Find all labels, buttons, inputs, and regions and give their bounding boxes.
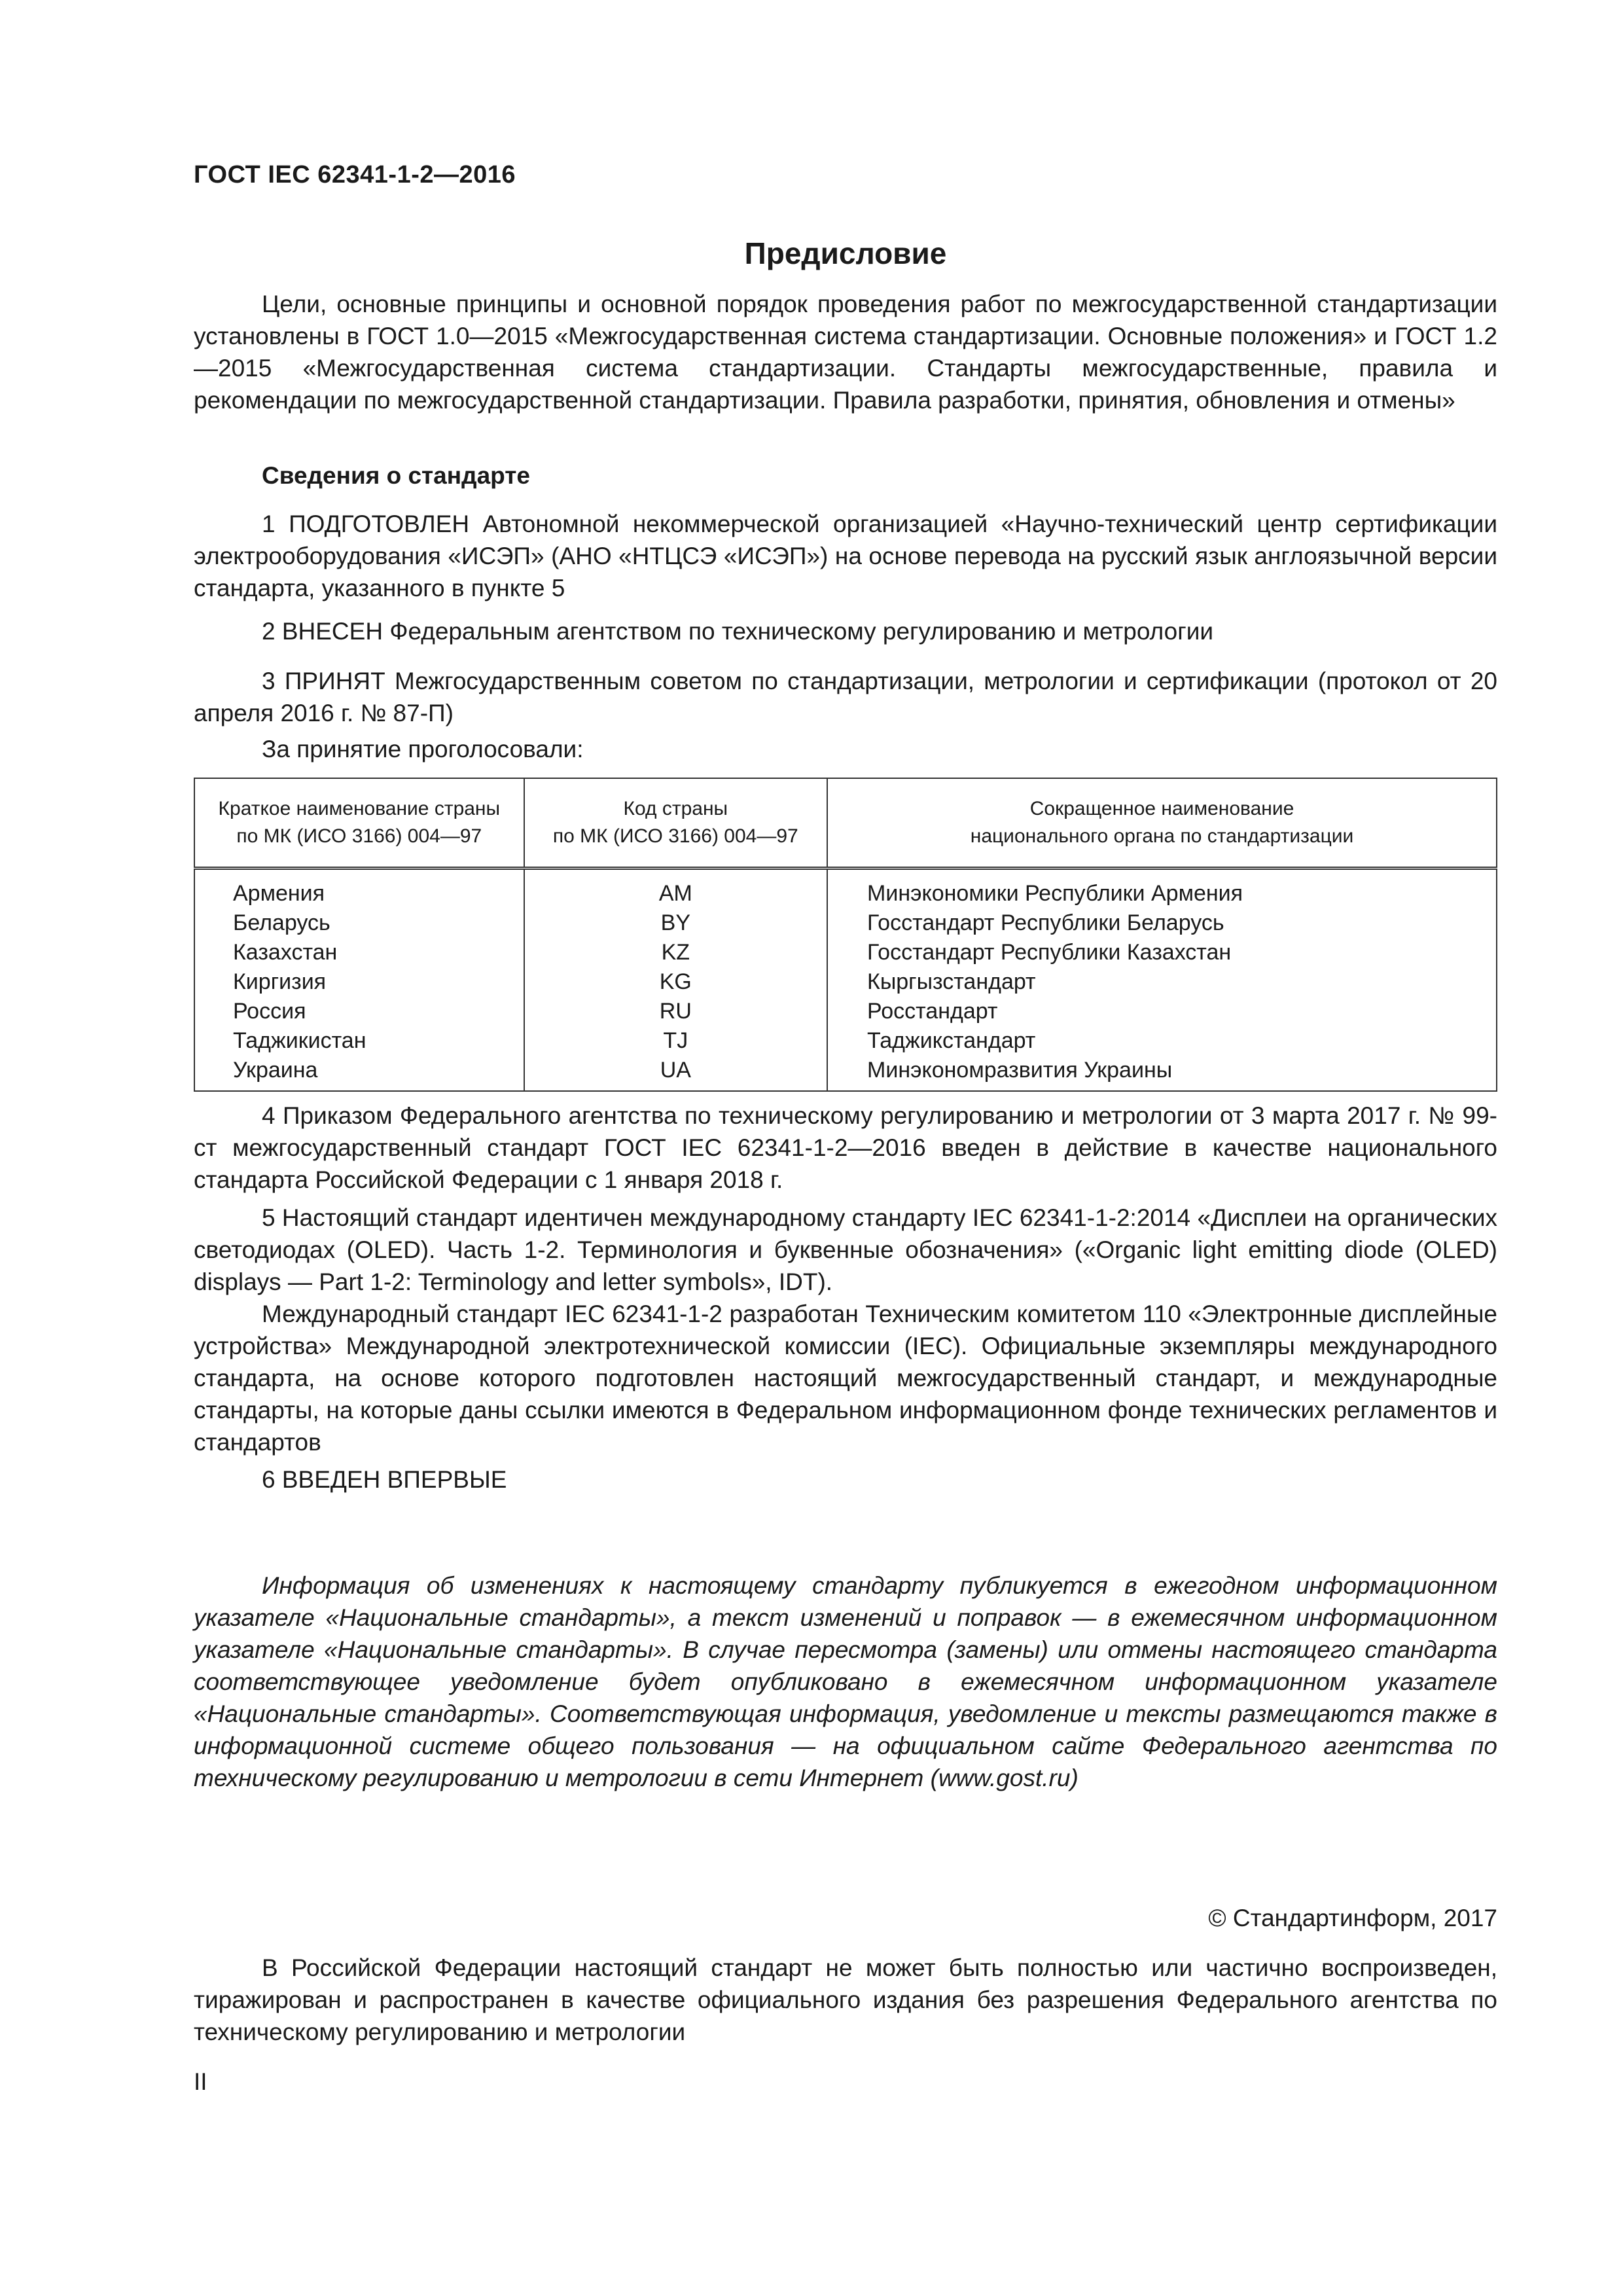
table-row [194, 967, 1497, 997]
item-6-paragraph: 6 ВВЕДЕН ВПЕРВЫЕ [262, 1466, 507, 1493]
changes-info-block [194, 1570, 1497, 1794]
org-cell: Таджикстандарт [827, 1026, 1497, 1056]
copyright-notice: © Стандартинформ, 2017 [1208, 1905, 1497, 1931]
country-cell: Беларусь [194, 908, 524, 938]
code-cell: AM [524, 869, 827, 909]
country-cell: Казахстан [194, 938, 524, 967]
table-row [194, 908, 1497, 938]
item-4-block [194, 1100, 1497, 1196]
item-2-block [194, 615, 1497, 647]
item-5-continuation: Международный стандарт IEC 62341-1-2 разработан Техническим комитетом 110 «Электронные дисплейные устройства» Международной электротехнической комиссии (IEC). Официальные экземпляры международного стандарта, на основе которого подготовлен настоящий межгосударственный стандарт, и международные стандарты, на которые даны ссылки имеются в Федеральном информационном фонде технических регламентов и стандартов [194, 1300, 1497, 1456]
info-heading: Сведения о стандарте [262, 462, 530, 489]
org-cell: Минэкономразвития Украины [827, 1056, 1497, 1091]
item-1-block [194, 508, 1497, 604]
intro-block [194, 288, 1497, 416]
table-row [194, 1026, 1497, 1056]
table-row [194, 997, 1497, 1026]
header-country-code: Код страны по МК (ИСО 3166) 004—97 [524, 778, 827, 869]
org-cell: Госстандарт Республики Беларусь [827, 908, 1497, 938]
table-row [194, 869, 1497, 909]
votes-label: За принятие проголосовали: [262, 736, 584, 762]
item-3-paragraph: 3 ПРИНЯТ Межгосударственным советом по стандартизации, метрологии и сертификации (протокол от 20 апреля 2016 г. № 87-П) [194, 668, 1497, 726]
code-cell: BY [524, 908, 827, 938]
country-cell: Украина [194, 1056, 524, 1091]
org-cell: Росстандарт [827, 997, 1497, 1026]
standard-code-header: ГОСТ IEC 62341-1-2—2016 [194, 161, 516, 188]
table-row [194, 1056, 1497, 1091]
code-cell: KZ [524, 938, 827, 967]
table-header-row [194, 778, 1497, 869]
org-cell: Госстандарт Республики Казахстан [827, 938, 1497, 967]
item-5-block [194, 1202, 1497, 1458]
changes-info-paragraph: Информация об изменениях к настоящему стандарту публикуется в ежегодном информационном указателе «Национальные стандарты», а текст изменений и поправок — в ежемесячном информационном указателе «Национальные стандарты». В случае пересмотра (замены) или отмены настоящего стандарта соответствующее уведомление будет опубликовано в ежемесячном информационном указателе «Национальные стандарты». Соответствующая информация, уведомление и тексты размещаются также в информационной системе общего пользования — на официальном сайте Федерального агентства по техническому регулированию и метрологии в сети Интернет (www.gost.ru) [194, 1572, 1497, 1791]
member-states-table [194, 778, 1497, 1092]
intro-paragraph: Цели, основные принципы и основной порядок проведения работ по межгосударственной стандартизации установлены в ГОСТ 1.0—2015 «Межгосударственная система стандартизации. Основные положения» и ГОСТ 1.2—2015 «Межгосударственная система стандартизации. Стандарты межгосударственные, правила и рекомендации по межгосударственной стандартизации. Правила разработки, принятия, обновления и отмены» [194, 291, 1497, 414]
country-cell: Киргизия [194, 967, 524, 997]
item-5-paragraph: 5 Настоящий стандарт идентичен международному стандарту IEC 62341-1-2:2014 «Дисплеи на органических светодиодах (OLED). Часть 1-2. Терминология и буквенные обозначения» («Organic light emitting diode (OLED) displays — Part 1-2: Terminology and letter symbols», IDT). [194, 1204, 1497, 1295]
code-cell: KG [524, 967, 827, 997]
item-6-block [194, 1463, 1497, 1496]
item-4-paragraph: 4 Приказом Федерального агентства по техническому регулированию и метрологии от 3 марта 2017 г. № 99-ст межгосударственный стандарт ГОСТ IEC 62341-1-2—2016 введен в действие в качестве национального стандарта Российской Федерации с 1 января 2018 г. [194, 1102, 1497, 1193]
item-2-paragraph: 2 ВНЕСЕН Федеральным агентством по техническому регулированию и метрологии [262, 618, 1214, 645]
header-national-body: Сокращенное наименование национального органа по стандартизации [827, 778, 1497, 869]
code-cell: RU [524, 997, 827, 1026]
rights-paragraph: В Российской Федерации настоящий стандарт не может быть полностью или частично воспроизведен, тиражирован и распространен в качестве официального издания без разрешения Федерального агентства по техническому регулированию и метрологии [194, 1954, 1497, 2045]
org-cell: Минэкономики Республики Армения [827, 869, 1497, 909]
item-1-paragraph: 1 ПОДГОТОВЛЕН Автономной некоммерческой организацией «Научно-технический центр сертификации электрооборудования «ИСЭП» (АНО «НТЦСЭ «ИСЭП») на основе перевода на русский язык англоязычной версии стандарта, указанного в пункте 5 [194, 511, 1497, 601]
country-cell: Армения [194, 869, 524, 909]
item-3-block [194, 665, 1497, 729]
rights-block [194, 1952, 1497, 2048]
table-row [194, 938, 1497, 967]
code-cell: TJ [524, 1026, 827, 1056]
page-number: II [194, 2068, 207, 2095]
org-cell: Кыргызстандарт [827, 967, 1497, 997]
code-cell: UA [524, 1056, 827, 1091]
header-country-name: Краткое наименование страны по МК (ИСО 3166) 004—97 [194, 778, 524, 869]
country-cell: Таджикистан [194, 1026, 524, 1056]
page-title: Предисловие [744, 236, 947, 270]
country-cell: Россия [194, 997, 524, 1026]
